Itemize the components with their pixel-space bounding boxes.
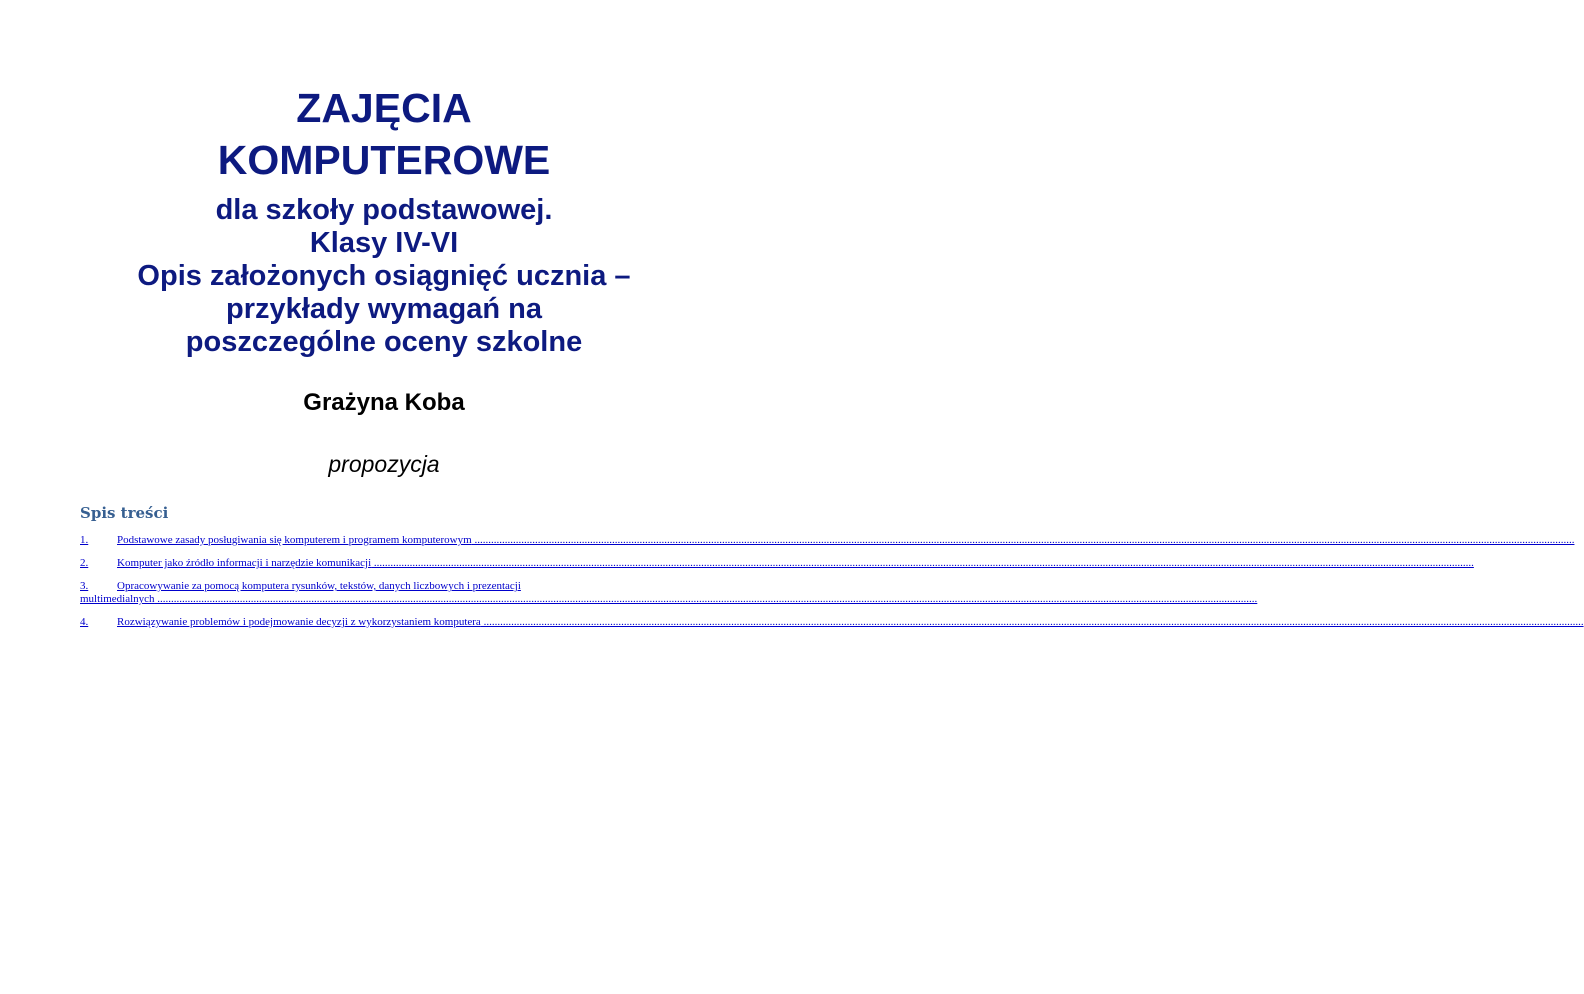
table-of-contents bbox=[80, 534, 1584, 639]
toc-entry-1[interactable] bbox=[80, 534, 1575, 547]
toc-leader-dots: ................................................................................................................................................................................................................................................................................................................................................................................................................ bbox=[471, 534, 1575, 546]
toc-entry-continuation bbox=[80, 593, 1258, 606]
toc-heading: Spis treści bbox=[80, 504, 169, 522]
toc-entry-text: Podstawowe zasady posługiwania się komputerem i programem komputerowym bbox=[117, 534, 472, 546]
toc-entry-text-continued: multimedialnych bbox=[80, 593, 155, 605]
document-title-line-2: KOMPUTEROWE bbox=[217, 137, 551, 183]
title-block bbox=[0, 84, 768, 359]
toc-entry-number: 1. bbox=[80, 534, 89, 546]
toc-entry-number: 4. bbox=[80, 616, 89, 628]
toc-entry-text: Rozwiązywanie problemów i podejmowanie decyzji z wykorzystaniem komputera bbox=[117, 616, 481, 628]
toc-entry-text: Opracowywanie za pomocą komputera rysunków, tekstów, danych liczbowych i prezentacji bbox=[117, 580, 521, 592]
toc-leader-dots: ................................................................................................................................................................................................................................................................................................................................................................................................................ bbox=[154, 593, 1258, 605]
toc-leader-dots: ................................................................................................................................................................................................................................................................................................................................................................................................................ bbox=[480, 616, 1584, 628]
toc-entry-2[interactable] bbox=[80, 557, 1474, 570]
toc-entry-number: 2. bbox=[80, 557, 89, 569]
toc-entry-4[interactable] bbox=[80, 616, 1584, 629]
toc-entry-number: 3. bbox=[80, 580, 89, 592]
subtitle-line-2: Klasy IV-VI bbox=[309, 227, 459, 259]
document-note: propozycja bbox=[328, 451, 440, 477]
toc-entry-3[interactable] bbox=[80, 580, 1258, 606]
subtitle-line-5: poszczególne oceny szkolne bbox=[185, 326, 583, 358]
toc-leader-dots: ................................................................................................................................................................................................................................................................................................................................................................................................................ bbox=[371, 557, 1474, 569]
document-title-line-1: ZAJĘCIA bbox=[296, 85, 472, 131]
subtitle-line-1: dla szkoły podstawowej. bbox=[215, 194, 553, 226]
subtitle-line-3: Opis założonych osiągnięć ucznia – bbox=[137, 260, 631, 292]
toc-entry-text: Komputer jako źródło informacji i narzędzie komunikacji bbox=[117, 557, 372, 569]
author-name: Grażyna Koba bbox=[303, 389, 465, 416]
subtitle-line-4: przykłady wymagań na bbox=[226, 293, 542, 325]
